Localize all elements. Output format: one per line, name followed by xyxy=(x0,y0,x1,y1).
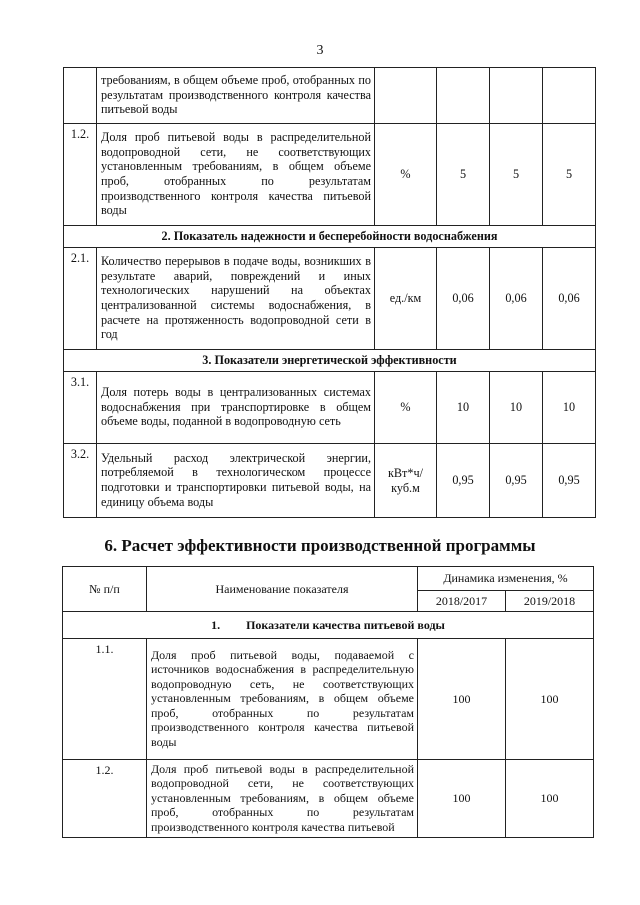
page-number: 3 xyxy=(316,43,324,58)
row-value-1: 10 xyxy=(437,372,490,444)
header-name: Наименование показателя xyxy=(147,567,418,612)
row-value-1: 0,95 xyxy=(437,444,490,518)
section-6-title: 6. Расчет эффективности производственной программы xyxy=(104,536,536,555)
row-value-1: 100 xyxy=(418,760,506,838)
table-row xyxy=(64,248,596,350)
table-row xyxy=(64,372,596,444)
header-dynamics: Динамика изменения, % xyxy=(418,567,594,591)
row-unit: % xyxy=(375,372,437,444)
table-row xyxy=(64,444,596,518)
row-value-3: 10 xyxy=(543,372,596,444)
row-value-2: 5 xyxy=(490,124,543,226)
indicators-table xyxy=(63,67,596,518)
row-unit: ед./км xyxy=(375,248,437,350)
row-value-2: 100 xyxy=(506,639,594,760)
row-number: 3.2. xyxy=(64,444,97,518)
table-row xyxy=(64,68,596,124)
row-value-3 xyxy=(543,68,596,124)
table-header-row xyxy=(63,567,594,591)
table-row xyxy=(63,760,594,838)
row-description: Доля проб питьевой воды в распределительной водопроводной сети, не соответствующих установленным требованиям, в общем объеме проб, отобранных по результатам производственного контроля качества питьевой xyxy=(147,760,418,838)
row-value-1: 5 xyxy=(437,124,490,226)
section-header-row xyxy=(63,612,594,639)
section-title: 2. Показатель надежности и бесперебойности водоснабжения xyxy=(64,226,596,248)
row-description: Доля проб питьевой воды, подаваемой с источников водоснабжения в распределительную водопроводную сеть, не соответствующих установленным требованиям, в общем объеме проб, отобранных по результатам производственного контроля качества питьевой воды xyxy=(147,639,418,760)
section-title-text: Показатели качества питьевой воды xyxy=(246,617,445,632)
section-title xyxy=(63,612,594,639)
section-number: 1. xyxy=(211,617,221,632)
row-value-2: 100 xyxy=(506,760,594,838)
row-description: Удельный расход электрической энергии, потребляемой в технологическом процессе подготовки и транспортировки питьевой воды, на единицу объема воды xyxy=(97,444,375,518)
row-value-3: 5 xyxy=(543,124,596,226)
row-number: 3.1. xyxy=(64,372,97,444)
row-unit xyxy=(375,68,437,124)
row-number: 1.2. xyxy=(63,760,147,838)
section-title: 3. Показатели энергетической эффективности xyxy=(64,350,596,372)
table-row xyxy=(64,124,596,226)
row-unit: кВт*ч/куб.м xyxy=(375,444,437,518)
row-description: Доля потерь воды в централизованных системах водоснабжения при транспортировке в общем объеме воды, поданной в водопроводную сеть xyxy=(97,372,375,444)
row-description: требованиям, в общем объеме проб, отобранных по результатам производственного контроля качества питьевой воды xyxy=(97,68,375,124)
efficiency-table xyxy=(62,566,594,838)
row-description: Доля проб питьевой воды в распределительной водопроводной сети, не соответствующих установленным требованиям, в общем объеме проб, отобранных по результатам производственного контроля качества питьевой воды xyxy=(97,124,375,226)
table-row xyxy=(63,639,594,760)
row-value-3: 0,95 xyxy=(543,444,596,518)
header-year-1: 2018/2017 xyxy=(418,591,506,612)
row-value-3: 0,06 xyxy=(543,248,596,350)
section-header-row xyxy=(64,226,596,248)
row-value-2 xyxy=(490,68,543,124)
row-value-1: 0,06 xyxy=(437,248,490,350)
row-unit: % xyxy=(375,124,437,226)
row-value-2: 10 xyxy=(490,372,543,444)
header-num: № п/п xyxy=(63,567,147,612)
row-value-1: 100 xyxy=(418,639,506,760)
row-number: 1.2. xyxy=(64,124,97,226)
row-number xyxy=(64,68,97,124)
row-value-1 xyxy=(437,68,490,124)
row-number: 2.1. xyxy=(64,248,97,350)
section-header-row xyxy=(64,350,596,372)
row-value-2: 0,95 xyxy=(490,444,543,518)
row-description: Количество перерывов в подаче воды, возникших в результате аварий, повреждений и иных технологических нарушений на объектах централизованной системы водоснабжения, в расчете на протяженность водопроводной сети в год xyxy=(97,248,375,350)
row-number: 1.1. xyxy=(63,639,147,760)
header-year-2: 2019/2018 xyxy=(506,591,594,612)
row-value-2: 0,06 xyxy=(490,248,543,350)
